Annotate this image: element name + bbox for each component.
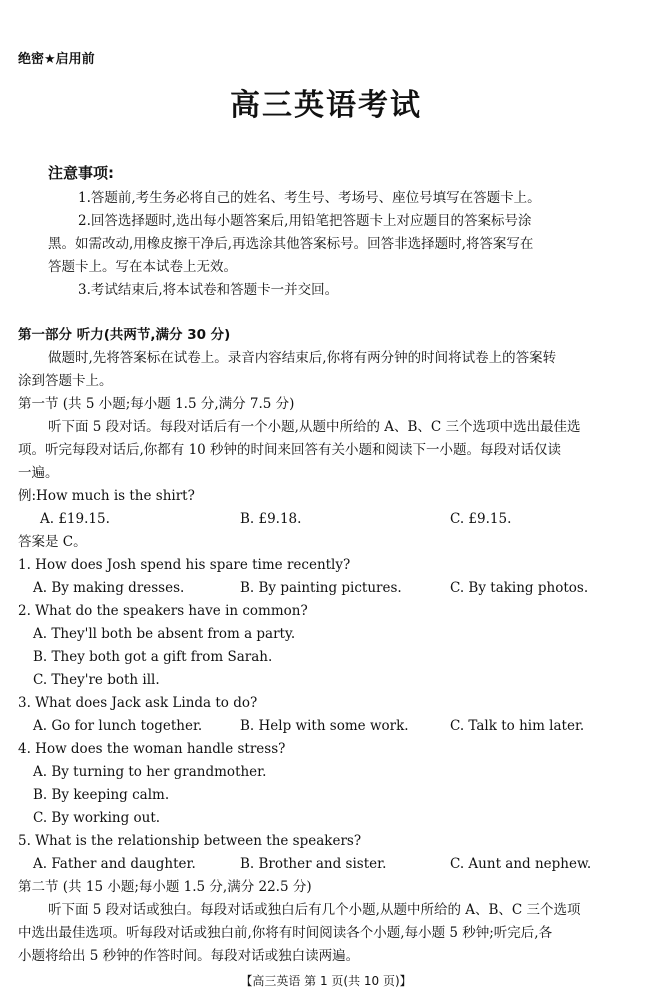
question-4-option-c: C. By working out. — [33, 810, 161, 826]
notice-line: 答题卡上。写在本试卷上无效。 — [48, 259, 237, 275]
question-2-option-b: B. They both got a gift from Sarah. — [33, 649, 273, 665]
question-2-option-c: C. They're both ill. — [33, 672, 160, 688]
section1-heading: 第一节 (共 5 小题;每小题 1.5 分,满分 7.5 分) — [18, 396, 295, 412]
section1-instruction-line: 听下面 5 段对话。每段对话后有一个小题,从题中所给的 A、B、C 三个选项中选出最佳选 — [48, 419, 581, 435]
question-2-option-a: A. They'll both be absent from a party. — [33, 626, 296, 642]
notice-line: 3.考试结束后,将本试卷和答题卡一并交回。 — [78, 282, 339, 298]
question-3-option-b: B. Help with some work. — [240, 718, 409, 734]
question-1-option-a: A. By making dresses. — [33, 580, 185, 596]
question-3-option-a: A. Go for lunch together. — [33, 718, 203, 734]
notice-line: 2.回答选择题时,选出每小题答案后,用铅笔把答题卡上对应题目的答案标号涂 — [78, 213, 532, 229]
example-option-b: B. £9.18. — [240, 511, 302, 527]
question-4-option-b: B. By keeping calm. — [33, 787, 170, 803]
question-4-stem: 4. How does the woman handle stress? — [18, 741, 286, 757]
part1-intro-line: 做题时,先将答案标在试卷上。录音内容结束后,你将有两分钟的时间将试卷上的答案转 — [48, 350, 557, 366]
notice-line: 黑。如需改动,用橡皮擦干净后,再选涂其他答案标号。回答非选择题时,将答案写在 — [48, 236, 534, 252]
notice-line: 1.答题前,考生务必将自己的姓名、考生号、考场号、座位号填写在答题卡上。 — [78, 190, 541, 206]
example-option-c: C. £9.15. — [450, 511, 512, 527]
question-3-stem: 3. What does Jack ask Linda to do? — [18, 695, 258, 711]
confidential-label: 绝密★启用前 — [18, 52, 95, 67]
example-question: 例:How much is the shirt? — [18, 488, 195, 504]
page-title: 高三英语考试 — [230, 88, 422, 123]
section1-instruction-line: 一遍。 — [18, 465, 59, 481]
question-5-option-b: B. Brother and sister. — [240, 856, 387, 872]
question-1-option-c: C. By taking photos. — [450, 580, 589, 596]
question-5-option-c: C. Aunt and nephew. — [450, 856, 592, 872]
section2-instruction-line: 听下面 5 段对话或独白。每段对话或独白后有几个小题,从题中所给的 A、B、C 三个选项 — [48, 902, 581, 918]
part1-intro-line: 涂到答题卡上。 — [18, 373, 113, 389]
section2-instruction-line: 中选出最佳选项。听每段对话或独白前,你将有时间阅读各个小题,每小题 5 秒钟;听完后,各 — [18, 925, 553, 941]
question-2-stem: 2. What do the speakers have in common? — [18, 603, 308, 619]
example-option-a: A. £19.15. — [40, 511, 110, 527]
part1-heading: 第一部分 听力(共两节,满分 30 分) — [18, 327, 231, 343]
question-3-option-c: C. Talk to him later. — [450, 718, 585, 734]
question-5-option-a: A. Father and daughter. — [33, 856, 196, 872]
section1-instruction-line: 项。听完每段对话后,你都有 10 秒钟的时间来回答有关小题和阅读下一小题。每段对话仅读 — [18, 442, 562, 458]
example-answer: 答案是 C。 — [18, 534, 87, 550]
question-4-option-a: A. By turning to her grandmother. — [33, 764, 267, 780]
page-footer: 【高三英语 第 1 页(共 10 页)】 — [240, 974, 412, 988]
question-1-option-b: B. By painting pictures. — [240, 580, 402, 596]
section2-instruction-line: 小题将给出 5 秒钟的作答时间。每段对话或独白读两遍。 — [18, 948, 360, 964]
notice-heading: 注意事项: — [48, 164, 114, 182]
question-5-stem: 5. What is the relationship between the speakers? — [18, 833, 362, 849]
section2-heading: 第二节 (共 15 小题;每小题 1.5 分,满分 22.5 分) — [18, 879, 312, 895]
question-1-stem: 1. How does Josh spend his spare time recently? — [18, 557, 351, 573]
